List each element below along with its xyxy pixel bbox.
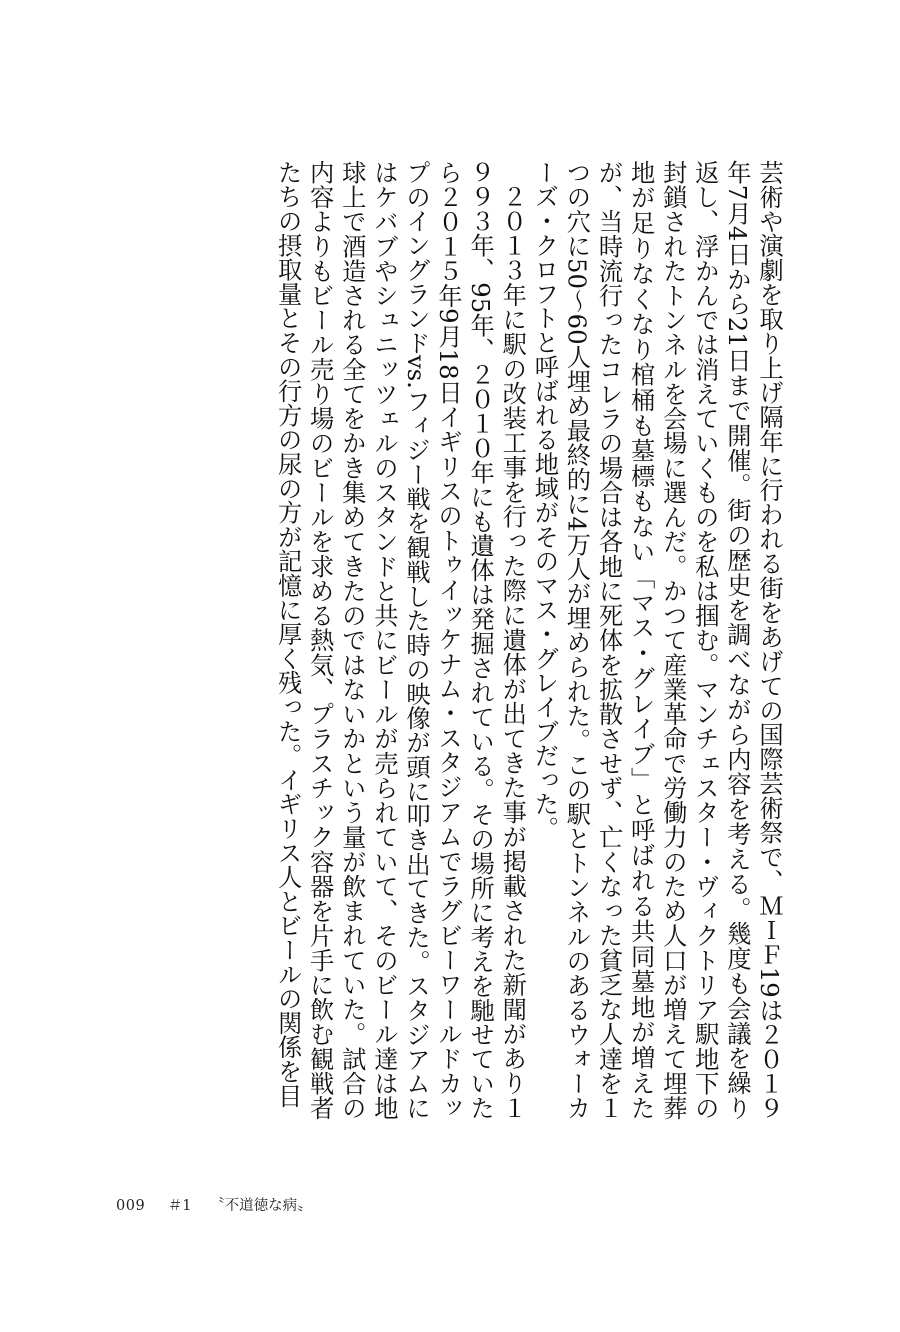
page-footer: [116, 1196, 312, 1216]
chapter-number: ＃1: [167, 1198, 192, 1214]
paragraph-2: ２０１３年に駅の改装工事を行った際に遺体が出てきた事が掲載された新聞があり１９９３年、95年、２０１０年にも遺体は発掘されている。その場所に考えを馳せていたら２０１５年9月18日イギリスのトゥイッケナム・スタジアムでラグビーワールドカップのイングランドvs.フィジー戦を観戦した時の映像が頭に叩き出てきた。スタジアムにはケバブやシュニッツェルのスタンドと共にビールが売られていて、そのビール達は地球上で酒造される全てをかき集めてきたのではないかという量が飲まれていた。試合の内容よりもビール売り場のビールを求める熱気、プラスチック容器を片手に飲む観戦者たちの摂取量とその行方の尿の方が記憶に厚く残った。イギリス人とビールの関係を目: [273, 160, 528, 1120]
chapter-title: 〝不道徳な病〟: [210, 1198, 312, 1214]
page-number: 009: [116, 1198, 146, 1214]
vertical-body-text: [272, 160, 786, 1120]
paragraph-1: 芸術や演劇を取り上げ隔年に行われる街をあげての国際芸術祭で、ＭＩＦ19は２０１９年7月4日から21日まで開催。街の歴史を調べながら内容を考える。幾度も会議を繰り返し、浮かんでは消えていくものを私は掴む。マンチェスター・ヴィクトリア駅地下の封鎖されたトンネルを会場に選んだ。かつて産業革命で労働力のため人口が増えて埋葬地が足りなくなり棺桶も墓標もない「マス・グレイブ」と呼ばれる共同墓地が増えたが、当時流行ったコレラの場合は各地に死体を拡散させず、亡くなった貧乏な人達を１つの穴に50〜60人埋め最終的に4万人が埋められた。この駅とトンネルのあるウォーカーズ・クロフトと呼ばれる地域がそのマス・グレイブだった。: [530, 160, 784, 1120]
